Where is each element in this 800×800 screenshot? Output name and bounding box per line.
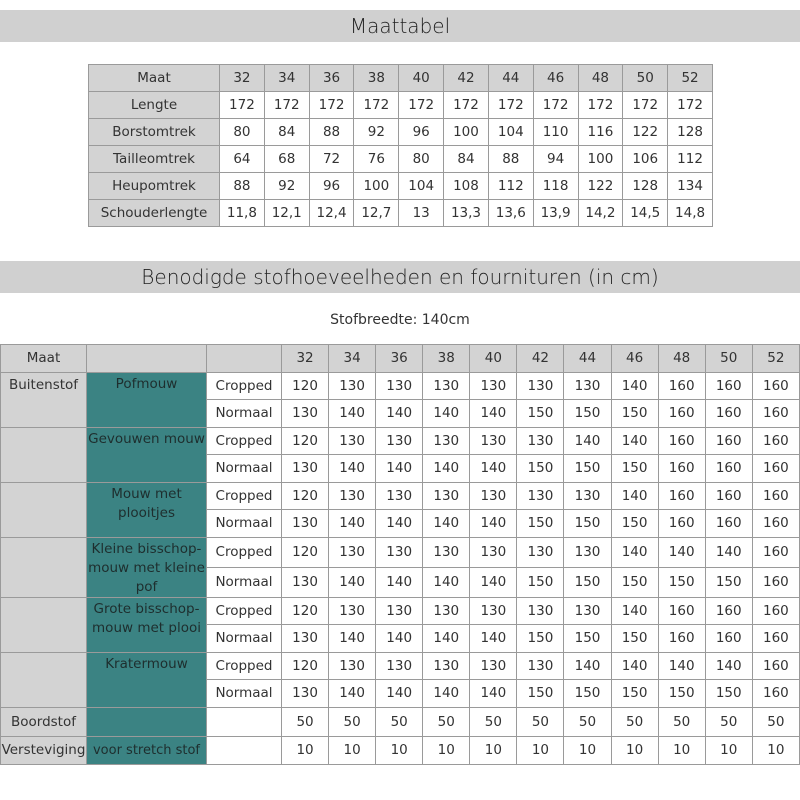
table-row (89, 92, 713, 119)
fabric-amount: 150 (705, 680, 752, 708)
fabric-amount: 130 (423, 597, 470, 625)
fabric-amount: 140 (470, 400, 517, 428)
fabric-amount: 140 (564, 652, 611, 680)
fabric-amount: 150 (517, 625, 564, 653)
measurement-value: 76 (354, 146, 399, 173)
measurement-value: 94 (533, 146, 578, 173)
length-variant: Normaal (207, 510, 282, 538)
fabric-amount: 150 (658, 680, 705, 708)
fabric-amount: 150 (517, 510, 564, 538)
fabric-amount: 10 (282, 737, 329, 765)
fabric-amount: 10 (658, 737, 705, 765)
table-row (1, 372, 800, 400)
versteviging-sub: voor stretch stof (87, 737, 207, 765)
table-row (89, 119, 713, 146)
fabric-amount: 130 (376, 652, 423, 680)
fabric-amount: 140 (470, 455, 517, 483)
fabric-header-row (1, 345, 800, 373)
fabric-amount: 150 (658, 567, 705, 597)
fabric-amount: 130 (376, 537, 423, 567)
fabric-amount: 130 (470, 482, 517, 510)
fabric-amount: 140 (658, 537, 705, 567)
size-header: 52 (752, 345, 799, 373)
fabric-amount: 130 (376, 372, 423, 400)
measurement-value: 12,1 (264, 200, 309, 227)
measurement-value: 80 (220, 119, 265, 146)
size-header: 36 (376, 345, 423, 373)
fabric-amount: 130 (564, 372, 611, 400)
measurement-value: 116 (578, 119, 623, 146)
fabric-requirements-title: Benodigde stofhoeveelheden en fournituren (in cm) (0, 261, 800, 293)
measurement-value: 128 (668, 119, 713, 146)
measurement-value: 96 (399, 119, 444, 146)
fabric-amount: 150 (517, 455, 564, 483)
measurement-value: 172 (444, 92, 489, 119)
length-variant: Cropped (207, 597, 282, 625)
fabric-amount: 50 (752, 707, 799, 737)
fabric-amount: 130 (282, 567, 329, 597)
measurement-value: 14,2 (578, 200, 623, 227)
fabric-amount: 130 (423, 482, 470, 510)
empty-header (207, 345, 282, 373)
fabric-amount: 130 (517, 427, 564, 455)
measurement-label: Borstomtrek (89, 119, 220, 146)
fabric-amount: 120 (282, 372, 329, 400)
measurement-value: 96 (309, 173, 354, 200)
fabric-amount: 150 (517, 680, 564, 708)
fabric-amount: 150 (611, 680, 658, 708)
fabric-amount: 140 (705, 652, 752, 680)
fabric-amount: 50 (705, 707, 752, 737)
table-row (1, 537, 800, 567)
fabric-amount: 160 (658, 510, 705, 538)
fabric-amount: 140 (423, 625, 470, 653)
fabric-amount: 140 (611, 537, 658, 567)
fabric-amount: 130 (517, 372, 564, 400)
fabric-amount: 140 (423, 400, 470, 428)
measurement-value: 14,8 (668, 200, 713, 227)
fabric-amount: 130 (517, 482, 564, 510)
fabric-amount: 50 (658, 707, 705, 737)
fabric-amount: 140 (423, 567, 470, 597)
fabric-amount: 130 (423, 427, 470, 455)
fabric-amount: 50 (423, 707, 470, 737)
size-header: 46 (533, 65, 578, 92)
fabric-amount: 130 (423, 652, 470, 680)
fabric-amount: 160 (752, 652, 799, 680)
fabric-category (1, 652, 87, 707)
fabric-amount: 130 (329, 652, 376, 680)
length-variant: Cropped (207, 537, 282, 567)
measurement-value: 110 (533, 119, 578, 146)
fabric-amount: 140 (329, 680, 376, 708)
sleeve-type: Gevouwen mouw (87, 427, 207, 482)
fabric-amount: 130 (282, 510, 329, 538)
fabric-amount: 140 (611, 482, 658, 510)
fabric-width-note: Stofbreedte: 140cm (330, 312, 470, 328)
measurement-value: 112 (668, 146, 713, 173)
table-row (1, 707, 800, 737)
fabric-amount: 130 (282, 400, 329, 428)
fabric-amount: 120 (282, 482, 329, 510)
measurement-value: 108 (444, 173, 489, 200)
fabric-amount: 130 (282, 625, 329, 653)
fabric-amount: 150 (564, 625, 611, 653)
fabric-amount: 150 (611, 625, 658, 653)
fabric-amount: 150 (564, 455, 611, 483)
fabric-category (1, 537, 87, 597)
fabric-amount: 140 (611, 652, 658, 680)
measurement-value: 13 (399, 200, 444, 227)
length-variant: Normaal (207, 567, 282, 597)
fabric-amount: 160 (705, 482, 752, 510)
fabric-amount: 140 (423, 510, 470, 538)
fabric-amount: 140 (423, 680, 470, 708)
fabric-amount: 130 (470, 372, 517, 400)
fabric-amount: 10 (564, 737, 611, 765)
measurement-value: 14,5 (623, 200, 668, 227)
fabric-amount: 140 (423, 455, 470, 483)
size-header: 50 (623, 65, 668, 92)
measurement-value: 172 (220, 92, 265, 119)
size-header: 50 (705, 345, 752, 373)
size-header: 32 (282, 345, 329, 373)
fabric-amount: 50 (470, 707, 517, 737)
fabric-amount: 150 (611, 510, 658, 538)
fabric-amount: 120 (282, 537, 329, 567)
measurement-value: 12,7 (354, 200, 399, 227)
measurement-value: 122 (623, 119, 668, 146)
measurement-value: 104 (488, 119, 533, 146)
fabric-amount: 160 (752, 372, 799, 400)
fabric-amount: 160 (752, 400, 799, 428)
fabric-amount: 150 (517, 400, 564, 428)
measurement-value: 172 (488, 92, 533, 119)
fabric-amount: 130 (517, 597, 564, 625)
maat-label: Maat (1, 345, 87, 373)
measurement-value: 100 (578, 146, 623, 173)
fabric-amount: 10 (376, 737, 423, 765)
sleeve-type: Grote bisschop-mouw met plooi (87, 597, 207, 652)
fabric-amount: 160 (752, 567, 799, 597)
fabric-amount: 130 (564, 537, 611, 567)
fabric-amount: 160 (752, 597, 799, 625)
fabric-amount: 130 (470, 597, 517, 625)
sleeve-type: Mouw met plooitjes (87, 482, 207, 537)
measurement-value: 100 (354, 173, 399, 200)
size-header: 52 (668, 65, 713, 92)
fabric-amount: 140 (329, 625, 376, 653)
maat-label: Maat (89, 65, 220, 92)
fabric-amount: 160 (752, 537, 799, 567)
fabric-amount: 130 (564, 597, 611, 625)
measurement-value: 13,9 (533, 200, 578, 227)
fabric-amount: 140 (470, 510, 517, 538)
fabric-amount: 130 (517, 652, 564, 680)
measurement-value: 172 (264, 92, 309, 119)
fabric-amount: 130 (376, 427, 423, 455)
measurement-value: 84 (444, 146, 489, 173)
measurement-value: 13,3 (444, 200, 489, 227)
length-variant: Cropped (207, 427, 282, 455)
measurement-value: 172 (668, 92, 713, 119)
fabric-amount: 140 (329, 400, 376, 428)
fabric-amount: 140 (376, 400, 423, 428)
measurement-value: 11,8 (220, 200, 265, 227)
table-row (1, 482, 800, 510)
fabric-amount: 140 (658, 652, 705, 680)
length-variant: Cropped (207, 482, 282, 510)
size-header: 44 (564, 345, 611, 373)
measurement-value: 172 (399, 92, 444, 119)
fabric-amount: 140 (376, 510, 423, 538)
measurement-value: 106 (623, 146, 668, 173)
sleeve-type: Kratermouw (87, 652, 207, 707)
measurement-value: 134 (668, 173, 713, 200)
fabric-amount: 160 (658, 455, 705, 483)
empty-cell (207, 737, 282, 765)
measurement-value: 122 (578, 173, 623, 200)
measurement-value: 172 (309, 92, 354, 119)
measurement-value: 118 (533, 173, 578, 200)
boordstof-label: Boordstof (1, 707, 87, 737)
fabric-amount: 50 (329, 707, 376, 737)
size-header: 36 (309, 65, 354, 92)
fabric-amount: 150 (611, 567, 658, 597)
measurement-value: 64 (220, 146, 265, 173)
fabric-amount: 10 (517, 737, 564, 765)
measurement-value: 172 (578, 92, 623, 119)
size-header: 38 (354, 65, 399, 92)
fabric-amount: 160 (705, 625, 752, 653)
size-header: 40 (470, 345, 517, 373)
measurement-value: 172 (623, 92, 668, 119)
measurement-value: 92 (354, 119, 399, 146)
measurement-value: 128 (623, 173, 668, 200)
measurement-value: 12,4 (309, 200, 354, 227)
fabric-amount: 150 (564, 680, 611, 708)
length-variant: Cropped (207, 372, 282, 400)
fabric-amount: 10 (611, 737, 658, 765)
fabric-amount: 150 (517, 567, 564, 597)
fabric-amount: 150 (564, 400, 611, 428)
fabric-category (1, 597, 87, 652)
fabric-category (1, 427, 87, 482)
fabric-category (1, 482, 87, 537)
fabric-amount: 140 (470, 567, 517, 597)
fabric-amount: 140 (329, 455, 376, 483)
fabric-amount: 150 (611, 455, 658, 483)
size-header: 34 (329, 345, 376, 373)
fabric-amount: 160 (752, 455, 799, 483)
size-chart-title: Maattabel (0, 10, 800, 42)
fabric-amount: 10 (423, 737, 470, 765)
fabric-amount: 160 (658, 625, 705, 653)
table-row (1, 427, 800, 455)
measurement-value: 80 (399, 146, 444, 173)
table-row (1, 652, 800, 680)
fabric-amount: 50 (611, 707, 658, 737)
size-header: 42 (444, 65, 489, 92)
measurement-value: 72 (309, 146, 354, 173)
fabric-amount: 150 (564, 567, 611, 597)
fabric-amount: 160 (752, 482, 799, 510)
fabric-amount: 10 (705, 737, 752, 765)
fabric-amount: 150 (611, 400, 658, 428)
measurement-value: 112 (488, 173, 533, 200)
measurement-value: 13,6 (488, 200, 533, 227)
size-header: 42 (517, 345, 564, 373)
fabric-amount: 10 (329, 737, 376, 765)
measurement-label: Schouderlengte (89, 200, 220, 227)
sleeve-type: Pofmouw (87, 372, 207, 427)
fabric-amount: 150 (564, 510, 611, 538)
fabric-amount: 160 (752, 427, 799, 455)
fabric-amount: 140 (329, 567, 376, 597)
table-row (89, 173, 713, 200)
size-header: 38 (423, 345, 470, 373)
measurement-label: Lengte (89, 92, 220, 119)
measurement-label: Tailleomtrek (89, 146, 220, 173)
fabric-amount: 140 (611, 427, 658, 455)
fabric-amount: 160 (705, 427, 752, 455)
size-header: 48 (658, 345, 705, 373)
measurement-value: 172 (354, 92, 399, 119)
length-variant: Normaal (207, 625, 282, 653)
fabric-amount: 10 (470, 737, 517, 765)
fabric-amount: 50 (517, 707, 564, 737)
fabric-amount: 130 (564, 482, 611, 510)
size-header: 48 (578, 65, 623, 92)
fabric-amount: 130 (376, 597, 423, 625)
size-header: 34 (264, 65, 309, 92)
fabric-amount: 140 (470, 625, 517, 653)
fabric-amount: 140 (470, 680, 517, 708)
size-chart-table (88, 64, 713, 227)
length-variant: Normaal (207, 400, 282, 428)
fabric-amount: 130 (517, 537, 564, 567)
fabric-category: Buitenstof (1, 372, 87, 427)
fabric-amount: 130 (470, 652, 517, 680)
fabric-amount: 160 (705, 372, 752, 400)
fabric-amount: 120 (282, 427, 329, 455)
fabric-amount: 160 (752, 510, 799, 538)
measurement-value: 100 (444, 119, 489, 146)
fabric-amount: 160 (658, 427, 705, 455)
fabric-amount: 160 (658, 597, 705, 625)
fabric-amount: 130 (329, 427, 376, 455)
empty-header (87, 345, 207, 373)
fabric-amount: 160 (705, 400, 752, 428)
table-row (1, 597, 800, 625)
measurement-value: 172 (533, 92, 578, 119)
size-header: 44 (488, 65, 533, 92)
fabric-amount: 120 (282, 597, 329, 625)
fabric-amount: 130 (470, 537, 517, 567)
fabric-amount: 140 (376, 680, 423, 708)
fabric-amount: 130 (423, 372, 470, 400)
fabric-amount: 160 (658, 400, 705, 428)
fabric-amount: 130 (376, 482, 423, 510)
measurement-value: 104 (399, 173, 444, 200)
fabric-amount: 140 (376, 455, 423, 483)
measurement-label: Heupomtrek (89, 173, 220, 200)
fabric-amount: 130 (423, 537, 470, 567)
fabric-amount: 50 (564, 707, 611, 737)
fabric-amount: 140 (376, 625, 423, 653)
boordstof-spacer (87, 707, 207, 737)
fabric-amount: 130 (329, 482, 376, 510)
fabric-amount: 160 (752, 625, 799, 653)
fabric-amount: 160 (658, 372, 705, 400)
fabric-amount: 140 (611, 597, 658, 625)
size-header: 32 (220, 65, 265, 92)
fabric-amount: 140 (376, 567, 423, 597)
fabric-amount: 160 (752, 680, 799, 708)
table-row (1, 737, 800, 765)
length-variant: Cropped (207, 652, 282, 680)
fabric-amount: 120 (282, 652, 329, 680)
fabric-amount: 130 (282, 680, 329, 708)
fabric-amount: 150 (705, 567, 752, 597)
fabric-amount: 10 (752, 737, 799, 765)
length-variant: Normaal (207, 680, 282, 708)
measurement-value: 68 (264, 146, 309, 173)
measurement-value: 88 (220, 173, 265, 200)
fabric-amount: 130 (282, 455, 329, 483)
table-row (89, 146, 713, 173)
fabric-amount: 130 (329, 597, 376, 625)
fabric-amount: 130 (329, 372, 376, 400)
size-header: 40 (399, 65, 444, 92)
table-row (89, 200, 713, 227)
fabric-amount: 160 (658, 482, 705, 510)
size-header: 46 (611, 345, 658, 373)
size-header-row (89, 65, 713, 92)
fabric-amount: 140 (611, 372, 658, 400)
fabric-amount: 140 (564, 427, 611, 455)
versteviging-label: Versteviging (1, 737, 87, 765)
fabric-amount: 50 (282, 707, 329, 737)
fabric-amount: 130 (329, 537, 376, 567)
fabric-amount: 130 (470, 427, 517, 455)
measurement-value: 88 (309, 119, 354, 146)
fabric-amount: 160 (705, 455, 752, 483)
measurement-value: 84 (264, 119, 309, 146)
fabric-amount: 160 (705, 597, 752, 625)
fabric-amount: 160 (705, 510, 752, 538)
fabric-requirements-table (0, 344, 800, 765)
measurement-value: 88 (488, 146, 533, 173)
length-variant: Normaal (207, 455, 282, 483)
fabric-amount: 140 (329, 510, 376, 538)
sleeve-type: Kleine bisschop-mouw met kleine pof (87, 537, 207, 597)
fabric-amount: 50 (376, 707, 423, 737)
empty-cell (207, 707, 282, 737)
fabric-amount: 140 (705, 537, 752, 567)
measurement-value: 92 (264, 173, 309, 200)
